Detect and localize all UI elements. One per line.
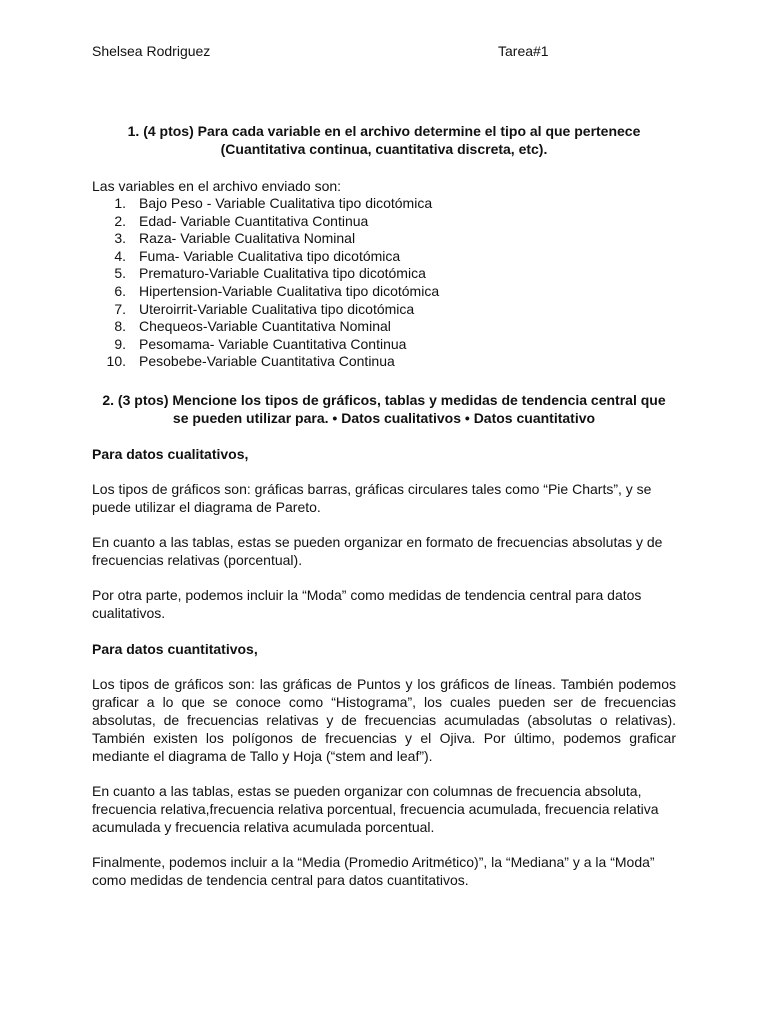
list-item-text: Pesomama- Variable Cuantitativa Continua <box>139 335 407 352</box>
list-item-number: 8. <box>114 318 126 335</box>
list-item-number: 9. <box>114 335 126 352</box>
question-1-heading: 1. (4 ptos) Para cada variable en el archivo determine el tipo al que pertenece (Cuantitativa continua, cuantitativa discreta, etc). <box>127 123 641 157</box>
list-item <box>92 353 676 371</box>
quantitative-charts-paragraph: Los tipos de gráficos son: las gráficas de Puntos y los gráficos de líneas. También podemos graficar a lo que se conoce como “Histograma”, los cuales pueden ser de frecuencias absolutas, de frecuencias relativas y de frecuencias acumuladas (absolutas o relativas). También existen los polígonos de frecuencias y el Ojiva. Por último, podemos graficar mediante el diagrama de Tallo y Hoja (“stem and leaf”). <box>92 675 676 764</box>
list-item <box>92 283 676 301</box>
list-item-text: Bajo Peso - Variable Cualitativa tipo dicotómica <box>139 195 433 211</box>
list-item-text: Prematuro-Variable Cualitativa tipo dicotómica <box>139 265 426 282</box>
qualitative-tables-paragraph: En cuanto a las tablas, estas se pueden organizar en formato de frecuencias absolutas y de frecuencias relativas (porcentual). <box>92 533 663 568</box>
list-item-text: Edad- Variable Cuantitativa Continua <box>139 212 369 229</box>
variables-list <box>92 195 676 371</box>
list-item-text: Pesobebe-Variable Cuantitativa Continua <box>139 353 395 370</box>
author-name: Shelsea Rodriguez <box>92 43 211 59</box>
list-item <box>92 213 676 231</box>
list-item-number: 7. <box>114 300 126 317</box>
document-body <box>92 122 676 889</box>
list-item <box>92 248 676 266</box>
qualitative-central-tendency-paragraph: Por otra parte, podemos incluir la “Moda” como medidas de tendencia central para datos cualitativos. <box>92 586 642 621</box>
list-item <box>92 195 676 213</box>
list-item-text: Chequeos-Variable Cuantitativa Nominal <box>139 318 391 335</box>
list-item-text: Uteroirrit-Variable Cualitativa tipo dicotómica <box>139 300 415 317</box>
list-item <box>92 301 676 319</box>
question-2-heading: 2. (3 ptos) Mencione los tipos de gráficos, tablas y medidas de tendencia central que se pueden utilizar para. • Datos cualitativos • Datos cuantitativo <box>102 391 666 426</box>
list-item <box>92 318 676 336</box>
list-item-number: 1. <box>114 195 126 211</box>
list-item-number: 3. <box>114 230 126 247</box>
quantitative-section-title: Para datos cuantitativos, <box>92 640 258 657</box>
list-item-number: 4. <box>114 247 126 264</box>
qualitative-section-title: Para datos cualitativos, <box>92 445 249 462</box>
task-title: Tarea#1 <box>498 43 549 59</box>
quantitative-central-tendency-paragraph: Finalmente, podemos incluir a la “Media (Promedio Aritmético)”, la “Mediana” y a la “Moda” como medidas de tendencia central para datos cuantitativos. <box>92 853 655 888</box>
list-item-number: 5. <box>114 265 126 282</box>
list-item-number: 2. <box>114 212 126 229</box>
quantitative-tables-paragraph: En cuanto a las tablas, estas se pueden organizar con columnas de frecuencia absoluta, frecuencia relativa,frecuencia relativa porcentual, frecuencia acumulada, frecuencia relativa acumulada y frecuencia relativa acumulada porcentual. <box>92 782 659 835</box>
list-item-text: Hipertension-Variable Cualitativa tipo dicotómica <box>139 282 440 299</box>
list-item-number: 10. <box>106 353 126 370</box>
list-item <box>92 230 676 248</box>
list-item-text: Raza- Variable Cualitativa Nominal <box>139 230 356 247</box>
qualitative-charts-paragraph: Los tipos de gráficos son: gráficas barras, gráficas circulares tales como “Pie Charts”, y se puede utilizar el diagrama de Pareto. <box>92 480 652 515</box>
variables-intro: Las variables en el archivo enviado son: <box>92 178 342 194</box>
list-item <box>92 336 676 354</box>
list-item-number: 6. <box>114 282 126 299</box>
list-item <box>92 265 676 283</box>
list-item-text: Fuma- Variable Cualitativa tipo dicotómica <box>139 247 401 264</box>
